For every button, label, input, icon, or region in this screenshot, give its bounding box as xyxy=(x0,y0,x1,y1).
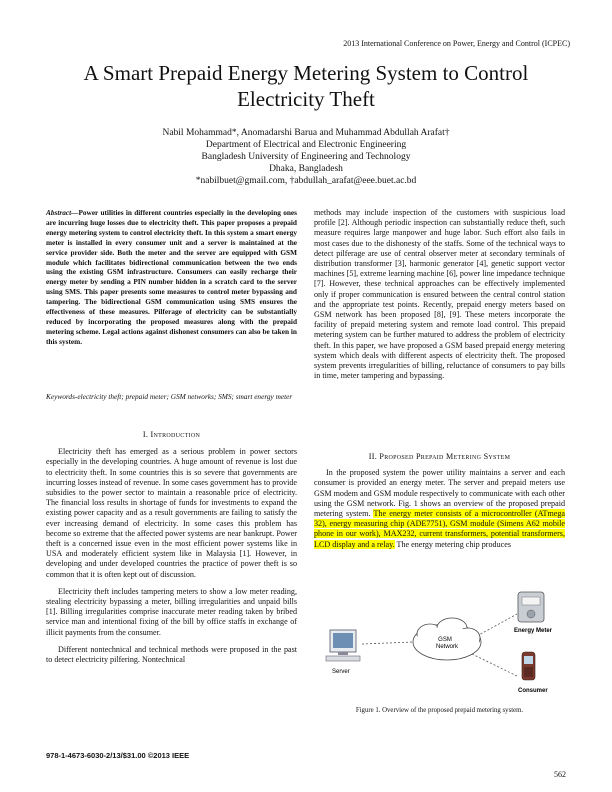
keywords-label: Keywords- xyxy=(46,392,78,401)
consumer-phone-icon xyxy=(518,652,548,694)
department: Department of Electrical and Electronic Engineering xyxy=(205,140,407,150)
intro-paragraph-2: Electricity theft includes tampering meters to show a low meter reading, stealing electricity bypassing a meter, billing irregularities and unpaid bills [1]. Billing irregularities comprise inaccurate meter reading taken by bribed service man and intentional fixing of the bill by office staffs in exchange of illicit payments from the consumer. xyxy=(46,586,297,637)
link-network-consumer xyxy=(472,654,517,676)
section-1-heading: I. Introduction xyxy=(142,430,201,439)
section-2-text-a: In the proposed system the power utility maintains a server and each consumer is provided an energy meter. The server and prepaid meters use GSM modem and GSM module respectively to communicate with each other using the GSM network. Fig. 1 shows an overview of the proposed prepaid metering system. xyxy=(314,468,565,519)
author-names: Nabil Mohammad*, Anomadarshi Barua and Muhammad Abdullah Arafat† xyxy=(162,128,450,138)
abstract-text: Power utilities in different countries especially in the developing ones are incurring huge losses due to electricity theft. This paper proposes a prepaid energy metering system to control electricity theft. In this system a smart energy meter is installed in every consumer unit and a server is maintained at the service provider side. Both the meter and the server are equipped with GSM module which facilitates bidirectional communication between the two ends using the existing GSM infrastructure. Consumers can easily recharge their energy meter by sending a PIN number hidden in a scratch card to the server using SMS. This paper presents some measures to control meter bypassing and tampering. The bidirectional GSM communication using SMS ensures the effectiveness of these measures. Pilferage of electricity can be substantially reduced by incorporating the proposed measures along with the prepaid metering scheme. Legal actions against dishonest consumers can also be taken in this system. xyxy=(46,208,297,346)
gsm-network-cloud xyxy=(413,618,481,660)
figure-caption: Figure 1. Overview of the proposed prepaid metering system. xyxy=(355,707,524,714)
introduction-section xyxy=(46,430,297,672)
conference-header: 2013 International Conference on Power, Energy and Control (ICPEC) xyxy=(343,39,570,48)
server-label: Server xyxy=(332,669,350,675)
cloud-label-2: Network xyxy=(435,644,459,650)
paper-title: A Smart Prepaid Energy Metering System to Control Electricity Theft xyxy=(83,61,529,111)
cloud-label-1: GSM xyxy=(438,637,452,643)
energy-meter-label: Energy Meter xyxy=(514,628,553,634)
section-2-text-b: The energy metering chip produces xyxy=(394,539,511,549)
consumer-label: Consumer xyxy=(518,688,548,694)
page-number: 562 xyxy=(554,770,566,779)
server-icon xyxy=(326,630,360,675)
keywords xyxy=(46,392,297,402)
figure-1 xyxy=(322,584,568,706)
isbn-footer: 978-1-4673-6030-2/13/$31.00 ©2013 IEEE xyxy=(46,751,190,760)
right-column-text xyxy=(314,208,565,388)
section-2-heading: II. Proposed Prepaid Metering System xyxy=(368,452,511,461)
intro-paragraph-1: Electricity theft has emerged as a serious problem in power sectors especially in the developing countries. A huge amount of revenue is lost due to electricity theft. In some countries this is so severe that governments are incurring losses instead of revenue. In some cases government has to provide subsidies to the power sector to maintain a reasonable price of electricity. The financial loss results in shortage of funds for investments to expand the existing power capacity and as a result governments are failing to satisfy the ever increasing demand of electricity. In some cases this problem has become so extreme that the affected power systems are near bankrupt. Power theft is a concerned issue even in the most efficient power systems like in USA and moderately efficient system like in Malaysia [1]. However, in developing and under developed countries the practice of power theft is so common that it is often kept out of discussion. xyxy=(46,447,297,579)
energy-meter-icon xyxy=(514,592,553,634)
abstract xyxy=(46,208,297,347)
abstract-label: Abstract— xyxy=(46,208,79,217)
location: Dhaka, Bangladesh xyxy=(269,164,343,174)
university: Bangladesh University of Engineering and Technology xyxy=(201,152,411,162)
keywords-text: electricity theft; prepaid meter; GSM networks; SMS; smart energy meter xyxy=(77,392,293,401)
section-2-paragraph xyxy=(314,468,565,550)
right-paragraph-1: methods may include inspection of the customers with suspicious load profile [2]. Although periodic inspection can substantially reduce theft, such measure requires large manpower and huge labor. Such effort also fails in most cases due to the dishonesty of the staffs. Some of the technical ways to detect pilferage are use of central observer meter at secondary terminals of distribution transformer [3], harmonic generator [4], genetic support vector machines [5], extreme learning machine [6], power line impedance technique [7]. However, these technical approaches can be effectively implemented only if proper communication is ensured between the central control station and the appropriate test points. Recently, prepaid energy meters based on GSM network has been proposed [8], [9]. These meters incorporate the facility of prepaid metering system and remote load control. This prepaid metering system can be further matured to address the problem of electricity theft. In this paper, we have proposed a GSM based prepaid energy metering system which deals with different aspects of electricity theft. The proposed system prevents irregularities of billing, reluctance of consumers to pay bills in time, meter tampering and bypassing. xyxy=(314,208,565,381)
intro-paragraph-3: Different nontechnical and technical methods were proposed in the past to detect electricity pilfering. Nontechnical xyxy=(46,644,297,665)
link-network-meter xyxy=(477,614,517,636)
highlighted-text: The energy meter consists of a microcontroller (ATmega 32), energy measuring chip (ADE7751), GSM module (Simens A62 mobile phone in our work), MAX232, current transformers, potential transformers, LCD display and a relay. xyxy=(314,509,565,549)
author-block xyxy=(40,127,572,187)
emails: *nabilbuet@gmail.com, †abdullah_arafat@eee.buet.ac.bd xyxy=(195,176,417,186)
link-server-network xyxy=(362,642,414,644)
section-2 xyxy=(314,452,565,557)
